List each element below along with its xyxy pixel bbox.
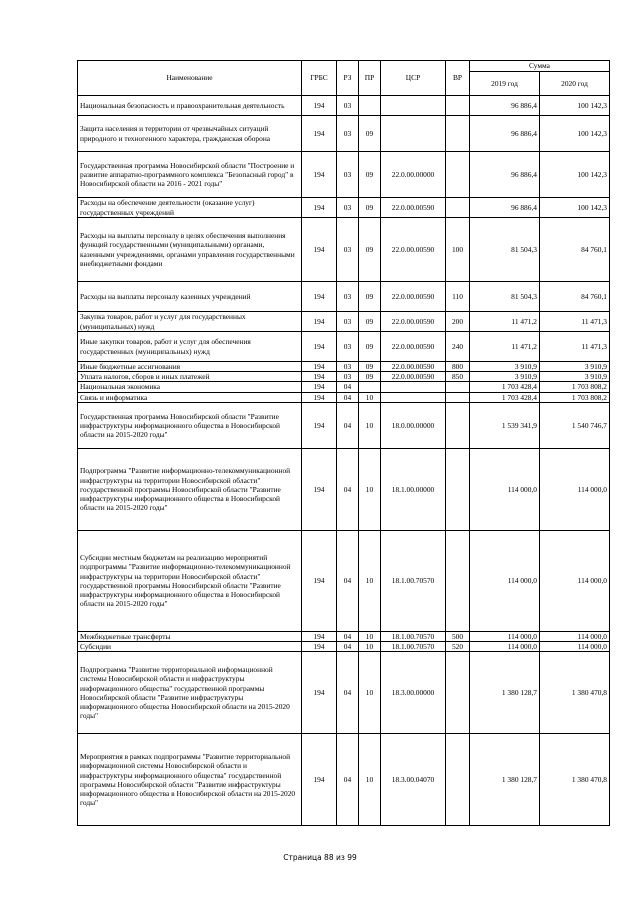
row-rz: 03	[337, 152, 359, 198]
header-rz: РЗ	[337, 61, 359, 96]
table-body	[78, 96, 610, 826]
row-grbs: 194	[302, 218, 337, 282]
row-pr	[359, 382, 381, 392]
row-rz: 04	[337, 402, 359, 448]
row-2020-sum: 1 540 746,7	[540, 402, 610, 448]
table-row	[78, 392, 610, 402]
row-name: Расходы на выплаты персоналу казенных учреждений	[78, 282, 302, 312]
row-name: Расходы на обеспечение деятельности (оказание услуг) государственных учреждений	[78, 198, 302, 218]
row-rz: 04	[337, 448, 359, 530]
table-row	[78, 448, 610, 530]
row-name: Субсидии	[78, 642, 302, 652]
table-row	[78, 402, 610, 448]
row-csr: 18.1.00.00000	[381, 448, 446, 530]
row-vr	[446, 392, 470, 402]
row-csr: 22.0.00.00590	[381, 362, 446, 372]
table-row	[78, 734, 610, 826]
row-grbs: 194	[302, 362, 337, 372]
row-vr: 240	[446, 332, 470, 362]
row-pr: 10	[359, 642, 381, 652]
table-row	[78, 372, 610, 382]
table-row	[78, 642, 610, 652]
row-name: Государственная программа Новосибирской области "Построение и развитие аппаратно-программного комплекса "Безопасный город" в Новосибирской области на 2016 - 2021 годы"	[78, 152, 302, 198]
row-name: Национальная безопасность и правоохранительная деятельность	[78, 96, 302, 116]
row-2019-sum: 114 000,0	[470, 642, 540, 652]
row-2019-sum: 114 000,0	[470, 631, 540, 641]
row-2020-sum: 100 142,3	[540, 152, 610, 198]
table-row	[78, 96, 610, 116]
row-name: Подпрограмма "Развитие информационно-телекоммуникационной инфраструктуры на территории Новосибирской области" государственной программы Новосибирской области "Развитие инфраструктуры информационного общества в Новосибирской области на 2015-2020 годы"	[78, 448, 302, 530]
row-2020-sum: 100 142,3	[540, 96, 610, 116]
row-rz: 03	[337, 116, 359, 152]
row-2020-sum: 114 000,0	[540, 530, 610, 631]
row-rz: 04	[337, 734, 359, 826]
row-name: Защита населения и территории от чрезвычайных ситуаций природного и техногенного характера, гражданская оборона	[78, 116, 302, 152]
row-2019-sum: 81 504,3	[470, 218, 540, 282]
row-csr: 22.0.00.00590	[381, 282, 446, 312]
row-pr: 09	[359, 332, 381, 362]
row-name: Национальная экономика	[78, 382, 302, 392]
row-name: Связь и информатика	[78, 392, 302, 402]
row-pr: 09	[359, 372, 381, 382]
header-name: Наименование	[78, 61, 302, 96]
row-csr: 22.0.00.00590	[381, 332, 446, 362]
row-2020-sum: 114 000,0	[540, 448, 610, 530]
table-row	[78, 631, 610, 641]
row-rz: 03	[337, 312, 359, 332]
table-row	[78, 116, 610, 152]
row-grbs: 194	[302, 652, 337, 734]
row-2020-sum: 1 380 470,8	[540, 734, 610, 826]
row-name: Мероприятия в рамках подпрограммы "Развитие территориальной информационной системы Новосибирской области и инфраструктуры информационного общества" государственной программы Новосибирской области "Развитие инфраструктуры информационного общества в Новосибирской области на 2015-2020 годы"	[78, 734, 302, 826]
row-vr: 520	[446, 642, 470, 652]
table-row	[78, 530, 610, 631]
row-rz: 03	[337, 332, 359, 362]
header-csr: ЦСР	[381, 61, 446, 96]
row-vr: 100	[446, 218, 470, 282]
row-rz: 04	[337, 382, 359, 392]
row-vr	[446, 116, 470, 152]
row-vr	[446, 402, 470, 448]
row-csr	[381, 116, 446, 152]
row-grbs: 194	[302, 631, 337, 641]
table-row	[78, 382, 610, 392]
row-rz: 04	[337, 392, 359, 402]
row-vr: 200	[446, 312, 470, 332]
row-2019-sum: 1 703 428,4	[470, 382, 540, 392]
row-vr	[446, 652, 470, 734]
header-2020: 2020 год	[540, 72, 610, 96]
row-vr	[446, 152, 470, 198]
row-2019-sum: 81 504,3	[470, 282, 540, 312]
row-name: Подпрограмма "Развитие территориальной информационной системы Новосибирской области и инфраструктуры информационного общества" государственной программы Новосибирской области "Развитие инфраструктуры информационного общества Новосибирской области на 2015-2020 годы"	[78, 652, 302, 734]
row-2020-sum: 84 760,1	[540, 282, 610, 312]
row-rz: 04	[337, 631, 359, 641]
row-name: Расходы на выплаты персоналу в целях обеспечения выполнения функций государственными (муниципальными) органами, казенными учреждениями, органами управления государственными внебюджетными фондами	[78, 218, 302, 282]
row-pr: 10	[359, 402, 381, 448]
row-grbs: 194	[302, 382, 337, 392]
row-2020-sum: 100 142,3	[540, 198, 610, 218]
row-csr: 18.3.00.00000	[381, 652, 446, 734]
table-row	[78, 652, 610, 734]
row-2019-sum: 114 000,0	[470, 530, 540, 631]
row-2019-sum: 3 910,9	[470, 372, 540, 382]
row-rz: 03	[337, 218, 359, 282]
row-vr	[446, 448, 470, 530]
row-grbs: 194	[302, 734, 337, 826]
row-pr: 10	[359, 530, 381, 631]
header-pr: ПР	[359, 61, 381, 96]
row-csr: 18.1.00.70570	[381, 530, 446, 631]
row-csr	[381, 382, 446, 392]
row-grbs: 194	[302, 312, 337, 332]
row-pr: 10	[359, 734, 381, 826]
row-grbs: 194	[302, 198, 337, 218]
row-rz: 03	[337, 372, 359, 382]
row-csr: 22.0.00.00000	[381, 152, 446, 198]
row-2020-sum: 84 760,1	[540, 218, 610, 282]
row-csr: 22.0.00.00590	[381, 372, 446, 382]
row-pr: 10	[359, 392, 381, 402]
row-2020-sum: 114 000,0	[540, 631, 610, 641]
row-name: Иные бюджетные ассигнования	[78, 362, 302, 372]
row-csr: 22.0.00.00590	[381, 218, 446, 282]
header-vr: ВР	[446, 61, 470, 96]
row-grbs: 194	[302, 530, 337, 631]
row-name: Иные закупки товаров, работ и услуг для обеспечения государственных (муниципальных) нужд	[78, 332, 302, 362]
row-rz: 03	[337, 198, 359, 218]
row-rz: 03	[337, 96, 359, 116]
row-grbs: 194	[302, 96, 337, 116]
row-rz: 04	[337, 652, 359, 734]
row-vr: 500	[446, 631, 470, 641]
row-2019-sum: 1 380 128,7	[470, 734, 540, 826]
table-row	[78, 282, 610, 312]
row-2019-sum: 1 703 428,4	[470, 392, 540, 402]
row-2019-sum: 96 886,4	[470, 198, 540, 218]
row-2019-sum: 1 380 128,7	[470, 652, 540, 734]
row-pr: 09	[359, 312, 381, 332]
table-row	[78, 218, 610, 282]
row-pr: 09	[359, 116, 381, 152]
row-grbs: 194	[302, 642, 337, 652]
row-2020-sum: 11 471,3	[540, 312, 610, 332]
row-name: Уплата налогов, сборов и иных платежей	[78, 372, 302, 382]
row-vr: 110	[446, 282, 470, 312]
row-csr	[381, 392, 446, 402]
row-grbs: 194	[302, 372, 337, 382]
row-pr: 10	[359, 652, 381, 734]
row-pr: 09	[359, 218, 381, 282]
row-pr: 09	[359, 198, 381, 218]
row-2019-sum: 11 471,2	[470, 312, 540, 332]
row-pr: 10	[359, 631, 381, 641]
row-csr	[381, 96, 446, 116]
row-csr: 18.1.00.70570	[381, 642, 446, 652]
table-row	[78, 312, 610, 332]
table-row	[78, 332, 610, 362]
row-name: Субсидии местным бюджетам на реализацию мероприятий подпрограммы "Развитие информационно-телекоммуникационной инфраструктуры на территории Новосибирской области" государственной программы Новосибирской области "Развитие инфраструктуры информационного общества в Новосибирской области на 2015-2020 годы"	[78, 530, 302, 631]
row-rz: 03	[337, 282, 359, 312]
header-2019: 2019 год	[470, 72, 540, 96]
row-csr: 18.0.00.00000	[381, 402, 446, 448]
row-vr	[446, 96, 470, 116]
row-name: Государственная программа Новосибирской области "Развитие инфраструктуры информационного общества в Новосибирской области на 2015-2020 годы"	[78, 402, 302, 448]
row-vr	[446, 382, 470, 392]
row-2019-sum: 1 539 341,9	[470, 402, 540, 448]
row-grbs: 194	[302, 402, 337, 448]
row-vr	[446, 734, 470, 826]
row-pr: 10	[359, 448, 381, 530]
row-2020-sum: 114 000,0	[540, 642, 610, 652]
row-pr: 09	[359, 152, 381, 198]
row-2019-sum: 114 000,0	[470, 448, 540, 530]
row-2020-sum: 100 142,3	[540, 116, 610, 152]
row-2019-sum: 3 910,9	[470, 362, 540, 372]
row-vr: 850	[446, 372, 470, 382]
row-2019-sum: 96 886,4	[470, 96, 540, 116]
header-grbs: ГРБС	[302, 61, 337, 96]
row-2020-sum: 1 703 808,2	[540, 382, 610, 392]
page-footer: Страница 88 из 99	[283, 853, 357, 862]
row-grbs: 194	[302, 282, 337, 312]
row-grbs: 194	[302, 392, 337, 402]
row-csr: 22.0.00.00590	[381, 312, 446, 332]
row-name: Закупка товаров, работ и услуг для государственных (муниципальных) нужд	[78, 312, 302, 332]
row-2020-sum: 1 703 808,2	[540, 392, 610, 402]
row-csr: 18.3.00.04070	[381, 734, 446, 826]
table-row	[78, 152, 610, 198]
row-csr: 18.1.00.70570	[381, 631, 446, 641]
row-2020-sum: 3 910,9	[540, 372, 610, 382]
row-pr: 09	[359, 282, 381, 312]
row-grbs: 194	[302, 448, 337, 530]
row-rz: 04	[337, 530, 359, 631]
row-rz: 04	[337, 642, 359, 652]
row-vr: 800	[446, 362, 470, 372]
row-grbs: 194	[302, 152, 337, 198]
row-2020-sum: 11 471,3	[540, 332, 610, 362]
row-name: Межбюджетные трансферты	[78, 631, 302, 641]
row-grbs: 194	[302, 332, 337, 362]
row-2019-sum: 96 886,4	[470, 152, 540, 198]
table-row	[78, 198, 610, 218]
budget-table	[77, 60, 610, 826]
row-vr	[446, 530, 470, 631]
table-row	[78, 362, 610, 372]
row-2020-sum: 1 380 470,8	[540, 652, 610, 734]
row-pr	[359, 96, 381, 116]
row-2019-sum: 11 471,2	[470, 332, 540, 362]
row-pr: 09	[359, 362, 381, 372]
row-vr	[446, 198, 470, 218]
row-rz: 03	[337, 362, 359, 372]
row-2019-sum: 96 886,4	[470, 116, 540, 152]
header-sum: Сумма	[470, 61, 610, 72]
row-csr: 22.0.00.00590	[381, 198, 446, 218]
row-2020-sum: 3 910,9	[540, 362, 610, 372]
row-grbs: 194	[302, 116, 337, 152]
